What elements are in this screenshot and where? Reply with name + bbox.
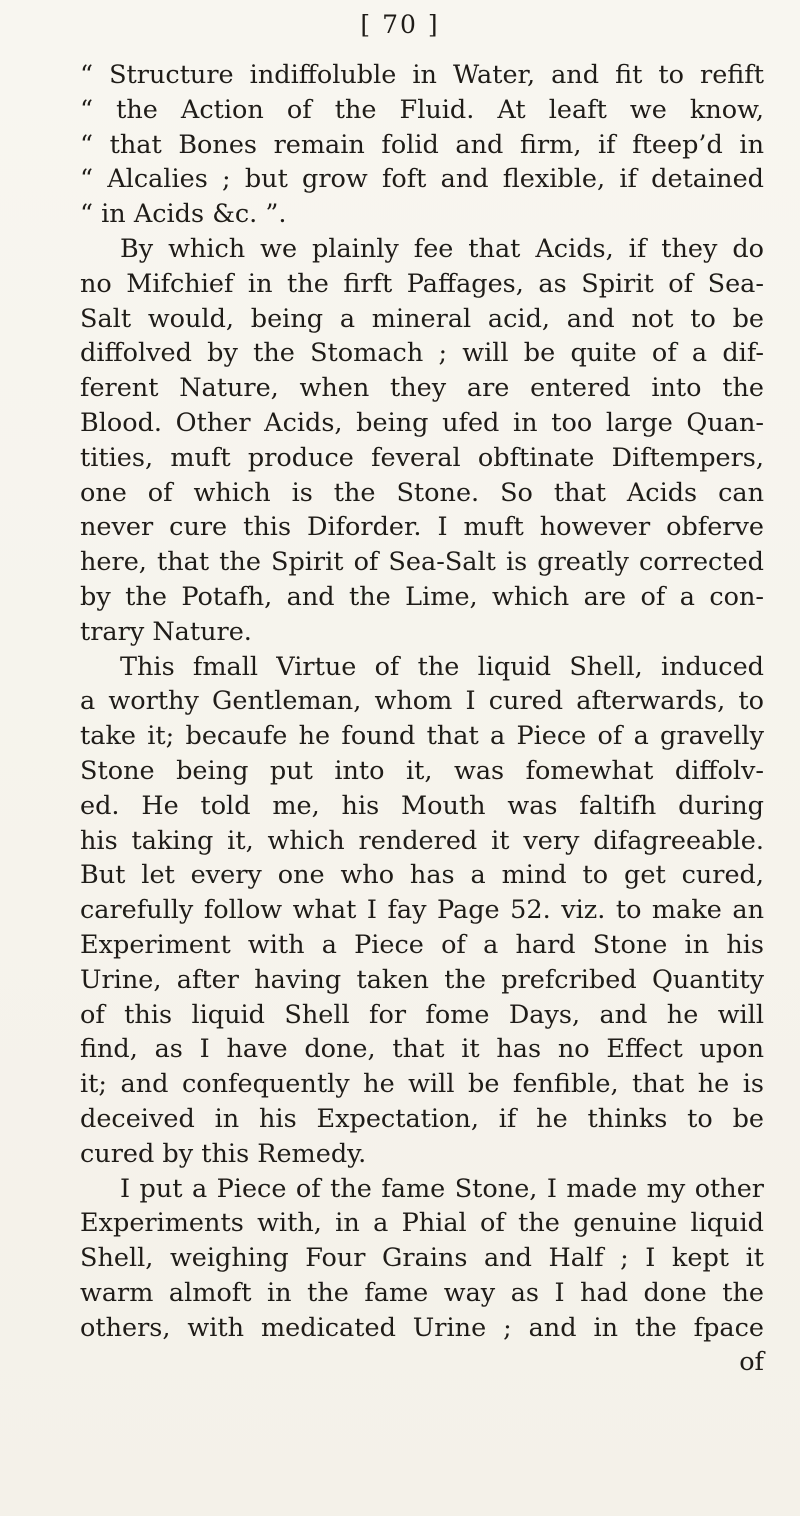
text-line: Salt would, being a mineral acid, and not to be xyxy=(80,303,764,334)
text-line: find, as I have done, that it has no Effect upon xyxy=(80,1034,764,1065)
text-line: of xyxy=(739,1347,764,1378)
text-line: Experiments with, in a Phial of the genuine liquid xyxy=(80,1208,764,1239)
text-line: a worthy Gentleman, whom I cured afterwards, to xyxy=(80,686,764,717)
text-line: Stone being put into it, was fomewhat diffolv- xyxy=(80,755,764,786)
text-line: his taking it, which rendered it very difagreeable. xyxy=(80,825,764,856)
text-line: deceived in his Expectation, if he thinks to be xyxy=(80,1103,764,1134)
text-line: Experiment with a Piece of a hard Stone in his xyxy=(80,929,764,960)
text-line: I put a Piece of the fame Stone, I made my other xyxy=(120,1173,764,1204)
text-line: Blood. Other Acids, being ufed in too large Quan- xyxy=(80,407,764,438)
text-line: ferent Nature, when they are entered into the xyxy=(80,373,764,404)
text-line: cured by this Remedy. xyxy=(80,1138,367,1169)
text-line: it; and confequently he will be fenfible, that he is xyxy=(80,1069,764,1100)
text-line: one of which is the Stone. So that Acids can xyxy=(80,477,764,508)
text-line: diffolved by the Stomach ; will be quite of a dif- xyxy=(80,338,764,369)
text-line: “ the Action of the Fluid. At leaft we know, xyxy=(80,94,764,125)
text-line: here, that the Spirit of Sea-Salt is greatly corrected xyxy=(80,547,764,578)
text-line: “ that Bones remain folid and firm, if fteep’d in xyxy=(80,129,764,160)
text-line: no Mifchief in the firft Paffages, as Spirit of Sea- xyxy=(80,268,764,299)
text-line: But let every one who has a mind to get cured, xyxy=(80,860,764,891)
text-line: This fmall Virtue of the liquid Shell, induced xyxy=(120,651,764,682)
text-line: ed. He told me, his Mouth was faltifh during xyxy=(80,790,764,821)
body-text xyxy=(80,58,764,1380)
text-line: never cure this Diforder. I muft however obferve xyxy=(80,512,764,543)
text-line: Urine, after having taken the prefcribed Quantity xyxy=(80,964,764,995)
text-line: “ in Acids &c. ”. xyxy=(80,199,287,230)
text-line: others, with medicated Urine ; and in the fpace xyxy=(80,1312,764,1343)
text-line: By which we plainly fee that Acids, if they do xyxy=(120,233,764,264)
text-line: Shell, weighing Four Grains and Half ; I kept it xyxy=(80,1243,764,1274)
text-line: “ Alcalies ; but grow foft and flexible, if detained xyxy=(80,164,764,195)
page-number-header: [ 70 ] xyxy=(360,10,440,39)
text-line: take it; becaufe he found that a Piece of a gravelly xyxy=(80,721,764,752)
text-line: “ Structure indiffoluble in Water, and fit to refift xyxy=(80,60,764,90)
text-line: carefully follow what I fay Page 52. viz. to make an xyxy=(80,895,764,926)
text-line: warm almoft in the fame way as I had done the xyxy=(80,1277,764,1308)
text-line: of this liquid Shell for fome Days, and he will xyxy=(80,999,764,1030)
text-line: trary Nature. xyxy=(80,616,252,647)
text-line: by the Potafh, and the Lime, which are of a con- xyxy=(80,581,764,612)
text-line: tities, muft produce feveral obftinate Diftempers, xyxy=(80,442,764,473)
